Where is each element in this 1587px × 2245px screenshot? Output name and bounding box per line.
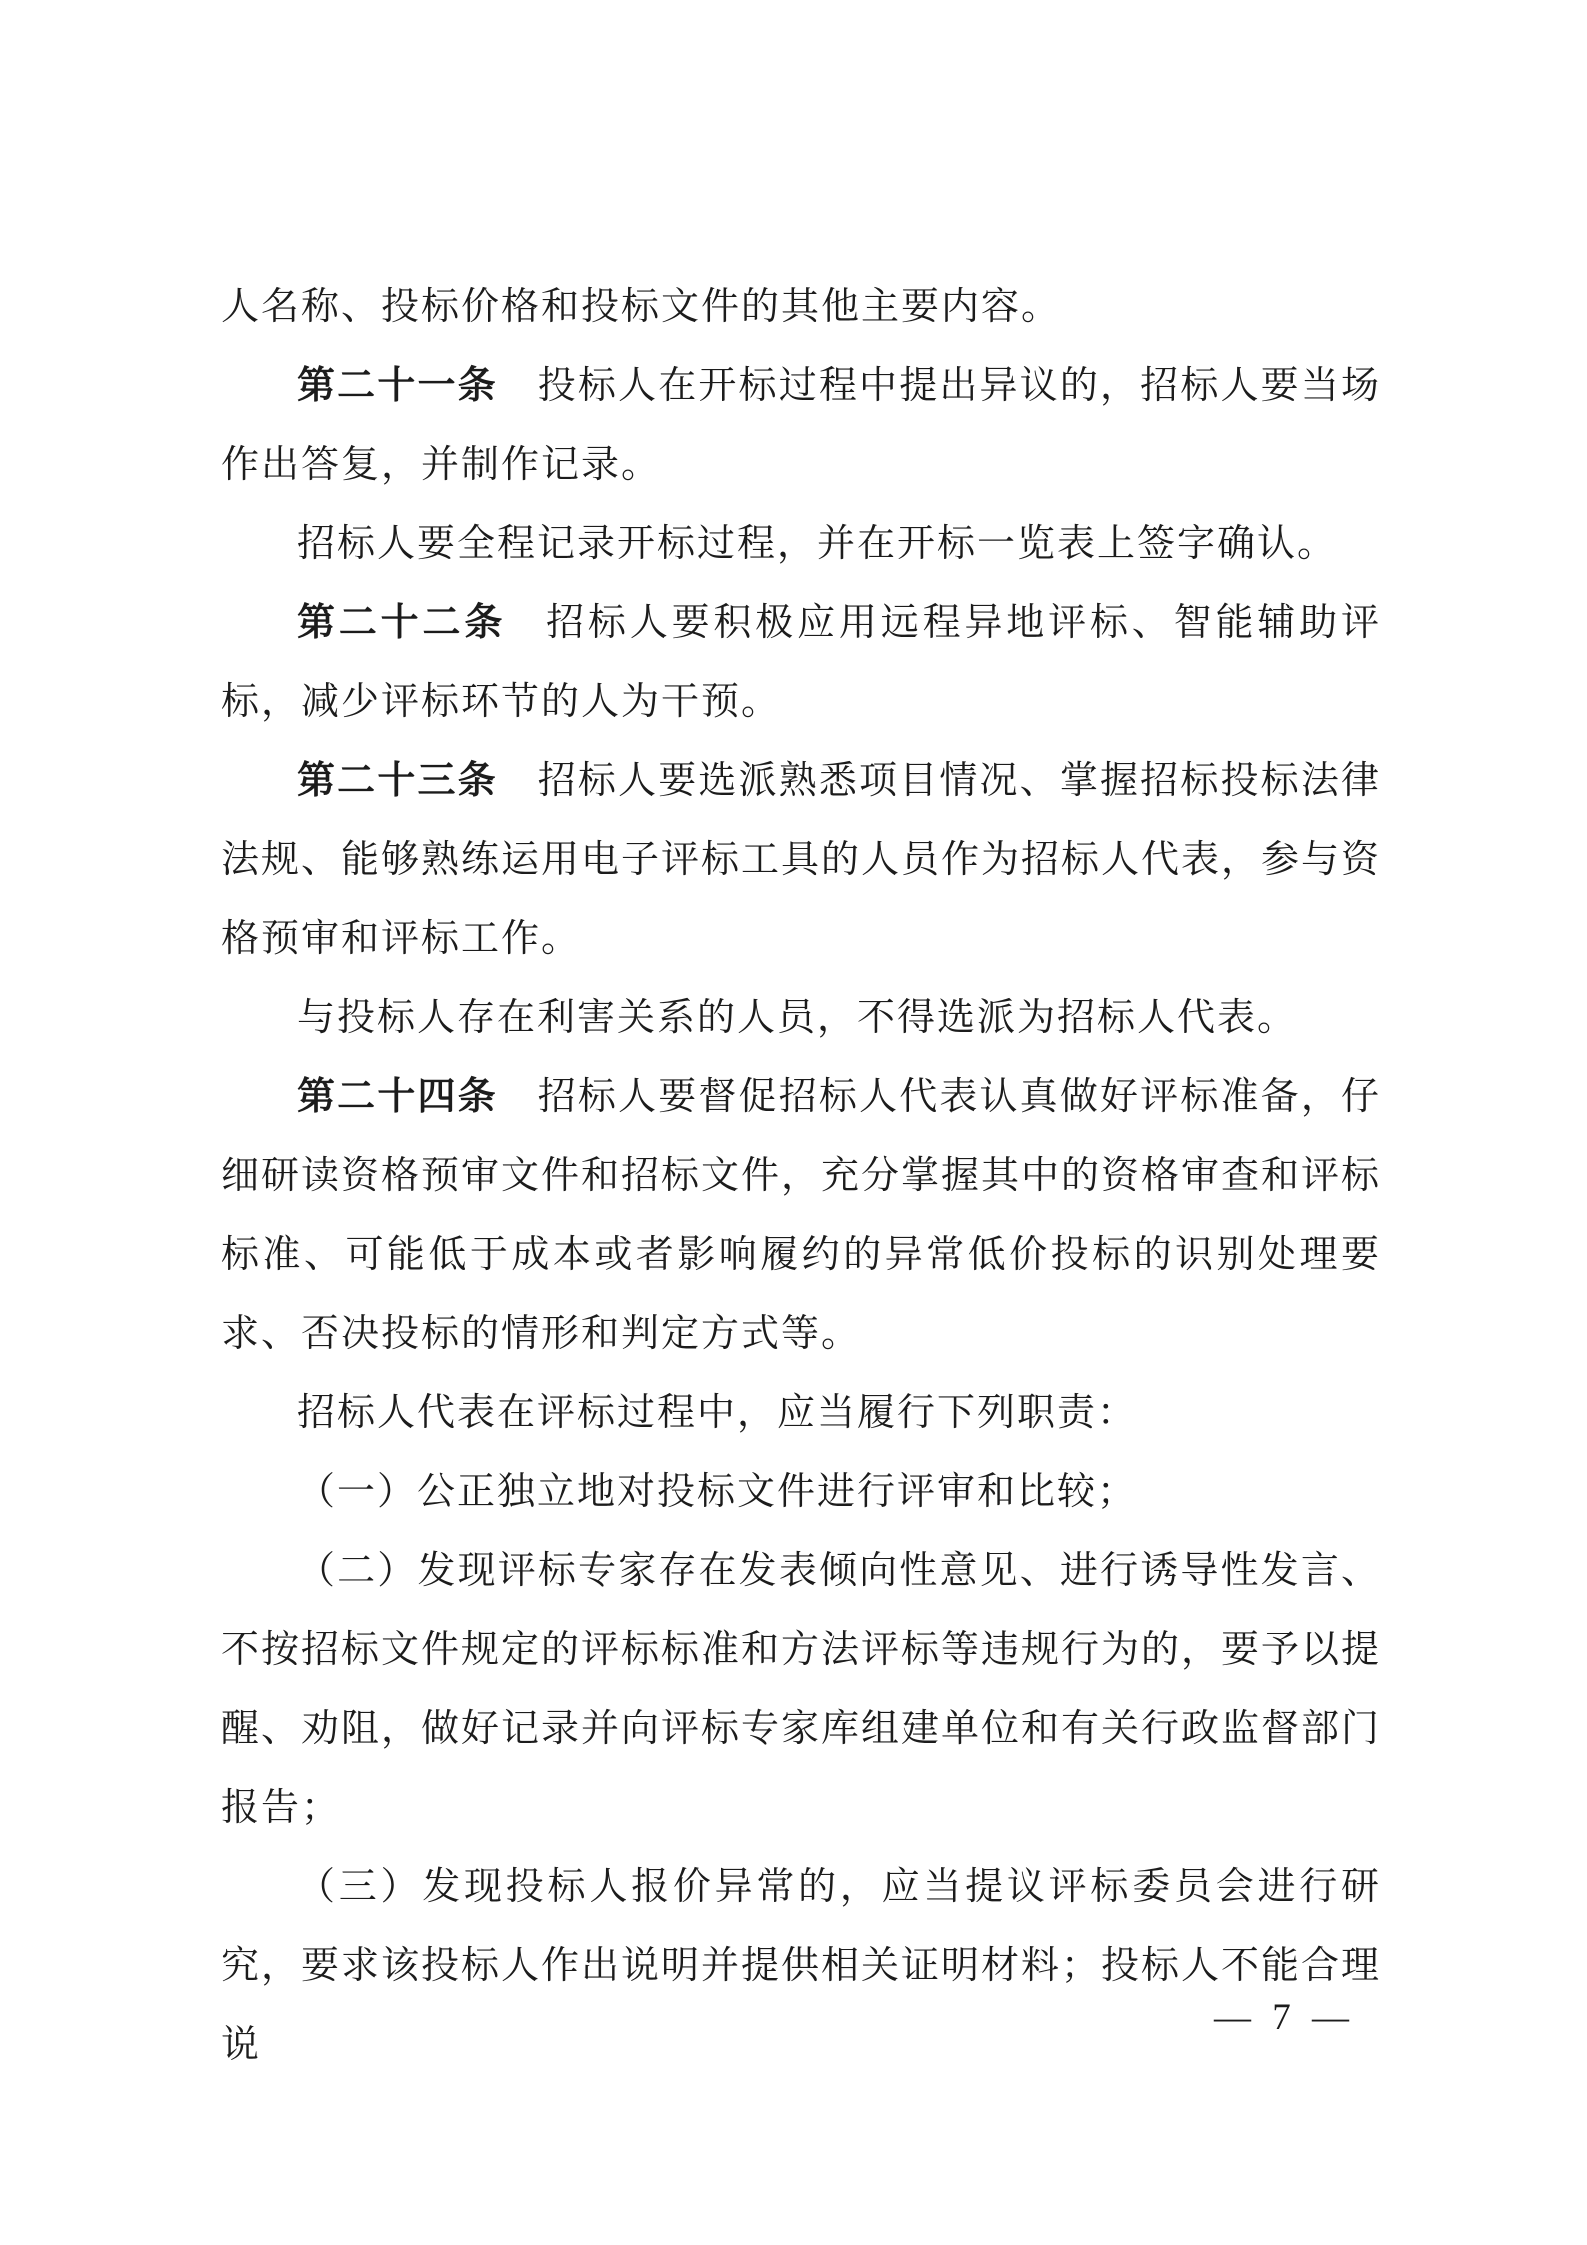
article-heading: 第二十二条: [297, 602, 507, 644]
paragraph: [221, 979, 1381, 1058]
article-heading: 第二十一条: [297, 365, 498, 407]
paragraph: [221, 1374, 1381, 1453]
paragraph: [221, 347, 1381, 505]
paragraph-text: 招标人要积极应用远程异地评标、智能辅助评标，减少评标环节的人为干预。: [221, 602, 1381, 723]
paragraph: [221, 1532, 1381, 1848]
paragraph: [221, 505, 1381, 584]
document-body: [221, 268, 1381, 2085]
paragraph-text: （二）发现评标专家存在发表倾向性意见、进行诱导性发言、不按招标文件规定的评标标准和方法评标等违规行为的，要予以提醒、劝阻，做好记录并向评标专家库组建单位和有关行政监督部门报告；: [221, 1550, 1382, 1829]
paragraph-text: 招标人要选派熟悉项目情况、掌握招标投标法律法规、能够熟练运用电子评标工具的人员作为招标人代表，参与资格预审和评标工作。: [221, 760, 1382, 960]
paragraph: [221, 1453, 1381, 1532]
paragraph-text: 人名称、投标价格和投标文件的其他主要内容。: [221, 286, 1062, 328]
paragraph-text: 与投标人存在利害关系的人员，不得选派为招标人代表。: [297, 997, 1298, 1039]
paragraph-text: 投标人在开标过程中提出异议的，招标人要当场作出答复，并制作记录。: [221, 365, 1381, 486]
paragraph: [221, 1848, 1381, 2085]
paragraph-text: （一）公正独立地对投标文件进行评审和比较；: [297, 1471, 1138, 1513]
article-heading: 第二十四条: [297, 1076, 498, 1118]
paragraph: [221, 1058, 1381, 1374]
paragraph: [221, 268, 1381, 347]
article-heading: 第二十三条: [297, 760, 498, 802]
paragraph-text: 招标人要督促招标人代表认真做好评标准备，仔细研读资格预审文件和招标文件，充分掌握其中的资格审查和评标标准、可能低于成本或者影响履约的异常低价投标的识别处理要求、否决投标的情形和判定方式等。: [221, 1076, 1382, 1355]
paragraph-text: 招标人代表在评标过程中，应当履行下列职责：: [297, 1392, 1138, 1434]
paragraph: [221, 584, 1381, 742]
paragraph-text: （三）发现投标人报价异常的，应当提议评标委员会进行研究，要求该投标人作出说明并提供相关证明材料；投标人不能合理说: [221, 1866, 1382, 2066]
paragraph-text: 招标人要全程记录开标过程，并在开标一览表上签字确认。: [297, 523, 1338, 565]
page-number: — 7 —: [1214, 1997, 1355, 2038]
paragraph: [221, 742, 1381, 979]
